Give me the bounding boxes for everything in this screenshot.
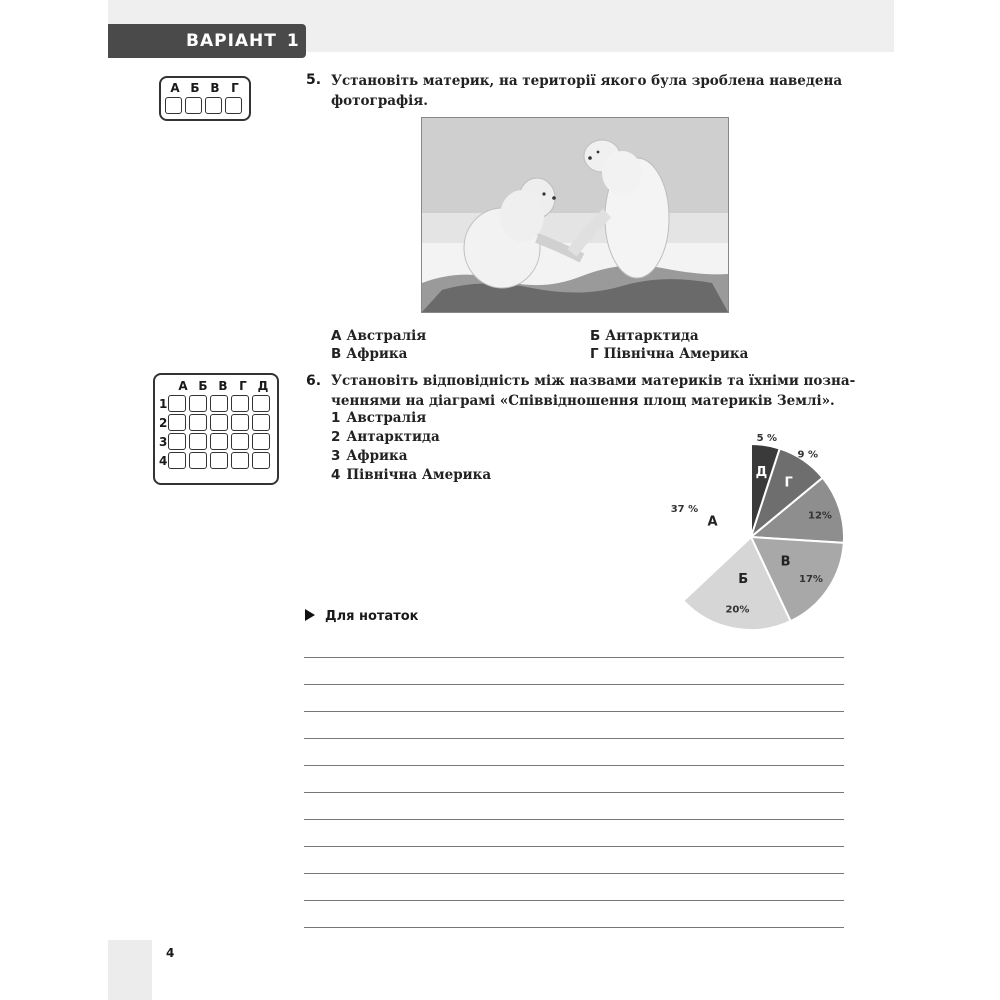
- note-line[interactable]: [304, 711, 844, 712]
- pie-slice-letter: Г: [784, 475, 793, 491]
- question-5-line: фотографія.: [331, 93, 428, 109]
- q6-item-1: [331, 410, 426, 426]
- polar-bears-photo: [421, 117, 729, 313]
- answer-col-label: Г: [231, 81, 239, 95]
- variant-number: 1: [286, 31, 300, 51]
- option-text: Антарктида: [605, 328, 699, 344]
- option-text: Північна Америка: [603, 346, 749, 362]
- answer-cell[interactable]: [168, 433, 186, 450]
- answer-row-1: [159, 395, 273, 412]
- answer-cell[interactable]: [252, 452, 270, 469]
- answer-row-3: [159, 433, 273, 450]
- note-line[interactable]: [304, 927, 844, 928]
- item-text: Австралія: [346, 410, 427, 426]
- answer-cell[interactable]: [252, 395, 270, 412]
- page-margin: [0, 0, 108, 1000]
- answer-cell[interactable]: [205, 97, 222, 114]
- answer-row-2: [159, 414, 273, 431]
- pie-slice-letter: А: [707, 514, 718, 530]
- pie-slice-percent: 20%: [725, 604, 750, 616]
- answer-col-label: В: [218, 379, 228, 393]
- item-number: 2: [331, 429, 341, 445]
- note-line[interactable]: [304, 765, 844, 766]
- answer-cell[interactable]: [252, 433, 270, 450]
- note-line[interactable]: [304, 792, 844, 793]
- option-letter: А: [331, 328, 342, 344]
- question-5-line: Установіть материк, на території якого була зроблена наведена: [331, 73, 843, 89]
- pie-slice-percent: 37 %: [670, 504, 699, 516]
- item-text: Африка: [346, 448, 408, 464]
- option-letter: Б: [590, 328, 601, 344]
- question-5-text: [331, 71, 851, 111]
- note-line[interactable]: [304, 873, 844, 874]
- note-line[interactable]: [304, 738, 844, 739]
- option-text: Австралія: [346, 328, 427, 344]
- item-number: 3: [331, 448, 341, 464]
- answer-row-4: [159, 452, 273, 469]
- answer-cell[interactable]: [231, 414, 249, 431]
- note-line[interactable]: [304, 819, 844, 820]
- answer-cell[interactable]: [225, 97, 242, 114]
- answer-cell[interactable]: [189, 452, 207, 469]
- pie-slice-percent: 9 %: [797, 449, 819, 461]
- answer-cell[interactable]: [252, 414, 270, 431]
- answer-cell[interactable]: [210, 433, 228, 450]
- q6-item-4: [331, 467, 491, 483]
- answer-cell[interactable]: [168, 414, 186, 431]
- answer-row-number: 4: [159, 453, 168, 468]
- note-line[interactable]: [304, 846, 844, 847]
- option-letter: В: [331, 346, 342, 362]
- continents-area-pie-chart: [646, 432, 856, 642]
- answer-cell[interactable]: [185, 97, 202, 114]
- answer-row-number: 2: [159, 415, 168, 430]
- note-line[interactable]: [304, 684, 844, 685]
- answer-row-number: 1: [159, 396, 168, 411]
- question-6-line: Установіть відповідність між назвами материків та їхніми позна-: [331, 373, 856, 389]
- answer-cell[interactable]: [165, 97, 182, 114]
- pie-slice-letter: Б: [738, 572, 749, 588]
- question-5-number: 5.: [306, 72, 322, 88]
- answer-col-label: А: [170, 81, 180, 95]
- question-6-text: [331, 371, 861, 411]
- q6-item-2: [331, 429, 440, 445]
- answer-col-label: Б: [198, 379, 208, 393]
- option-text: Африка: [346, 346, 408, 362]
- pie-slice-percent: 5 %: [756, 433, 778, 445]
- answer-col-label: В: [210, 81, 220, 95]
- answer-row: [165, 97, 245, 114]
- answer-row-number: 3: [159, 434, 168, 449]
- answer-box-q6: [153, 373, 279, 485]
- option-g: [590, 346, 748, 362]
- option-v: [331, 346, 407, 362]
- answer-cell[interactable]: [189, 395, 207, 412]
- option-letter: Г: [590, 346, 599, 362]
- question-6-number: 6.: [306, 373, 322, 389]
- answer-box-q5: [159, 76, 251, 121]
- answer-cell[interactable]: [189, 433, 207, 450]
- answer-cell[interactable]: [168, 395, 186, 412]
- answer-cell[interactable]: [231, 452, 249, 469]
- answer-cell[interactable]: [168, 452, 186, 469]
- pie-slice-letter: Д: [755, 464, 768, 480]
- item-text: Антарктида: [346, 429, 440, 445]
- answer-box-q6-header: [159, 379, 273, 393]
- option-a: [331, 328, 426, 344]
- pie-slice-percent: 12%: [808, 510, 832, 522]
- pie-slice-letter: В: [780, 554, 791, 570]
- answer-cell[interactable]: [189, 414, 207, 431]
- answer-cell[interactable]: [231, 433, 249, 450]
- note-line[interactable]: [304, 900, 844, 901]
- margin-shade: [108, 940, 152, 1000]
- variant-banner: [108, 24, 306, 58]
- answer-cell[interactable]: [210, 452, 228, 469]
- answer-col-label: Г: [239, 379, 247, 393]
- variant-label: ВАРІАНТ: [186, 31, 277, 51]
- item-number: 4: [331, 467, 341, 483]
- option-b: [590, 328, 699, 344]
- pie-slice-percent: 17%: [799, 573, 823, 585]
- answer-col-label: Б: [190, 81, 200, 95]
- answer-col-label: Д: [257, 379, 269, 393]
- answer-cell[interactable]: [231, 395, 249, 412]
- q6-item-3: [331, 448, 408, 464]
- item-number: 1: [331, 410, 341, 426]
- page-number: 4: [166, 946, 175, 960]
- notes-heading: [305, 609, 418, 624]
- notes-label: Для нотаток: [325, 609, 419, 624]
- answer-cell[interactable]: [210, 414, 228, 431]
- polar-bears-illustration: [422, 118, 728, 312]
- answer-box-q5-header: [165, 81, 245, 95]
- note-line[interactable]: [304, 657, 844, 658]
- item-text: Північна Америка: [346, 467, 492, 483]
- answer-cell[interactable]: [210, 395, 228, 412]
- question-6-line: ченнями на діаграмі «Співвідношення площ материків Землі».: [331, 393, 835, 409]
- answer-col-label: А: [178, 379, 188, 393]
- triangle-bullet-icon: [305, 609, 315, 621]
